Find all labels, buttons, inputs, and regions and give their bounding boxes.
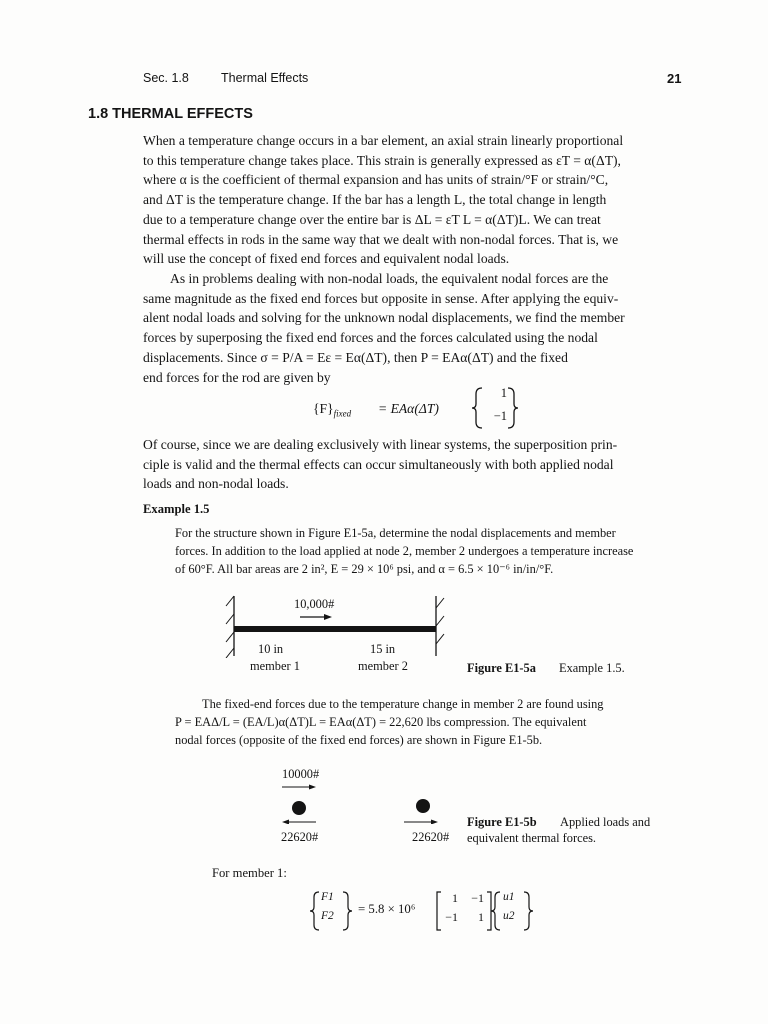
member-1-label: member 1 (250, 659, 300, 673)
text-line: to this temperature change takes place. This strain is generally expressed as εT = α(ΔT), (143, 152, 621, 168)
figure-caption-text: Applied loads and (560, 815, 651, 829)
stiffness-coefficient: = 5.8 × 10⁶ (358, 902, 416, 916)
text-line: As in problems dealing with non-nodal loads, the equivalent nodal forces are the (170, 271, 609, 286)
figure-caption-text: equivalent thermal forces. (467, 831, 597, 845)
figure-caption-label: Figure E1-5a (467, 661, 536, 675)
equation-rhs: = EAα(ΔT) (378, 401, 439, 416)
matrix-entry: −1 (445, 910, 458, 924)
text-line: forces by superposing the fixed end forces and the forces calculated using the nodal (143, 330, 598, 346)
page-number: 21 (667, 71, 682, 86)
text-line: ciple is valid and the thermal effects can occur simultaneously with both applied nodal (143, 456, 614, 472)
text-line: due to a temperature change over the entire bar is ΔL = εT L = α(ΔT)L. We can treat (143, 211, 601, 227)
text-line: will use the concept of fixed end forces and equivalent nodal loads. (143, 251, 510, 267)
matrix-entry: 1 (452, 891, 458, 905)
text-line: forces. In addition to the load applied at node 2, member 2 undergoes a temperature increase (175, 543, 634, 558)
example-heading: Example 1.5 (143, 502, 210, 516)
section-heading: 1.8 THERMAL EFFECTS (88, 106, 253, 122)
text-line: When a temperature change occurs in a bar element, an axial strain linearly proportional (143, 133, 624, 148)
paragraph-1 (143, 131, 687, 269)
member-2-label: member 2 (358, 659, 408, 673)
text-line: The fixed-end forces due to the temperature change in member 2 are found using (202, 697, 604, 711)
matrix-entry: 1 (478, 910, 484, 924)
text-line: loads and non-nodal loads. (143, 476, 289, 492)
force-vector-entry: F2 (321, 910, 334, 922)
bar-structure-diagram (220, 588, 460, 658)
text-line: of 60°F. All bar areas are 2 in², E = 29 × 10⁶ psi, and α = 6.5 × 10⁻⁶ in/in/°F. (175, 561, 554, 576)
text-line: P = EAΔ/L = (EA/L)α(ΔT)L = EAα(ΔT) = 22,620 lbs compression. The equivalent (175, 714, 587, 729)
length-label-member-2: 15 in (370, 642, 396, 656)
equation-lhs: $\{F\}_{fixed}$ (313, 401, 352, 419)
text-line: end forces for the rod are given by (143, 369, 331, 385)
paragraph-3 (143, 435, 687, 494)
thermal-force-right-label: 22620# (412, 830, 450, 844)
paragraph-2 (143, 269, 687, 387)
vector-entry: −1 (493, 409, 507, 423)
example-problem-text (175, 525, 687, 578)
text-line: same magnitude as the fixed end forces but opposite in sense. After applying the equiv- (143, 290, 619, 306)
vector-entry: 1 (500, 386, 507, 400)
for-member-label: For member 1: (212, 866, 287, 880)
running-header-title: Thermal Effects (221, 71, 309, 85)
thermal-force-left-label: 22620# (281, 830, 319, 844)
text-line: and ΔT is the temperature change. If the bar has a length L, the total change in length (143, 192, 607, 208)
displacement-vector-entry: u2 (503, 910, 515, 922)
figure-caption-text: Example 1.5. (559, 661, 625, 675)
text-line: displacements. Since σ = P/A = Eε = Eα(ΔT), then P = EAα(ΔT) and the fixed (143, 349, 568, 365)
running-header-section: Sec. 1.8 (143, 71, 189, 85)
applied-load-label: 10,000# (294, 597, 335, 611)
text-line: nodal forces (opposite of the fixed end forces) are shown in Figure E1-5b. (175, 732, 543, 747)
matrix-entry: −1 (471, 891, 484, 905)
figure-caption-label: Figure E1-5b (467, 815, 537, 829)
text-line: Of course, since we are dealing exclusively with linear systems, the superposition prin- (143, 437, 618, 452)
text-line: where α is the coefficient of thermal expansion and has units of strain/°F or strain/°C, (143, 172, 609, 188)
text-line: For the structure shown in Figure E1-5a, determine the nodal displacements and member (175, 526, 616, 540)
displacement-vector-entry: u1 (503, 891, 515, 903)
length-label-member-1: 10 in (258, 642, 284, 656)
force-vector-entry: F1 (321, 891, 334, 903)
nodal-loads-diagram (280, 784, 460, 824)
applied-load-label: 10000# (282, 767, 320, 781)
text-line: alent nodal loads and solving for the unknown nodal displacements, we find the member (143, 310, 625, 326)
example-solution-text (175, 696, 687, 749)
text-line: thermal effects in rods in the same way that we dealt with non-nodal forces. That is, we (143, 231, 619, 247)
